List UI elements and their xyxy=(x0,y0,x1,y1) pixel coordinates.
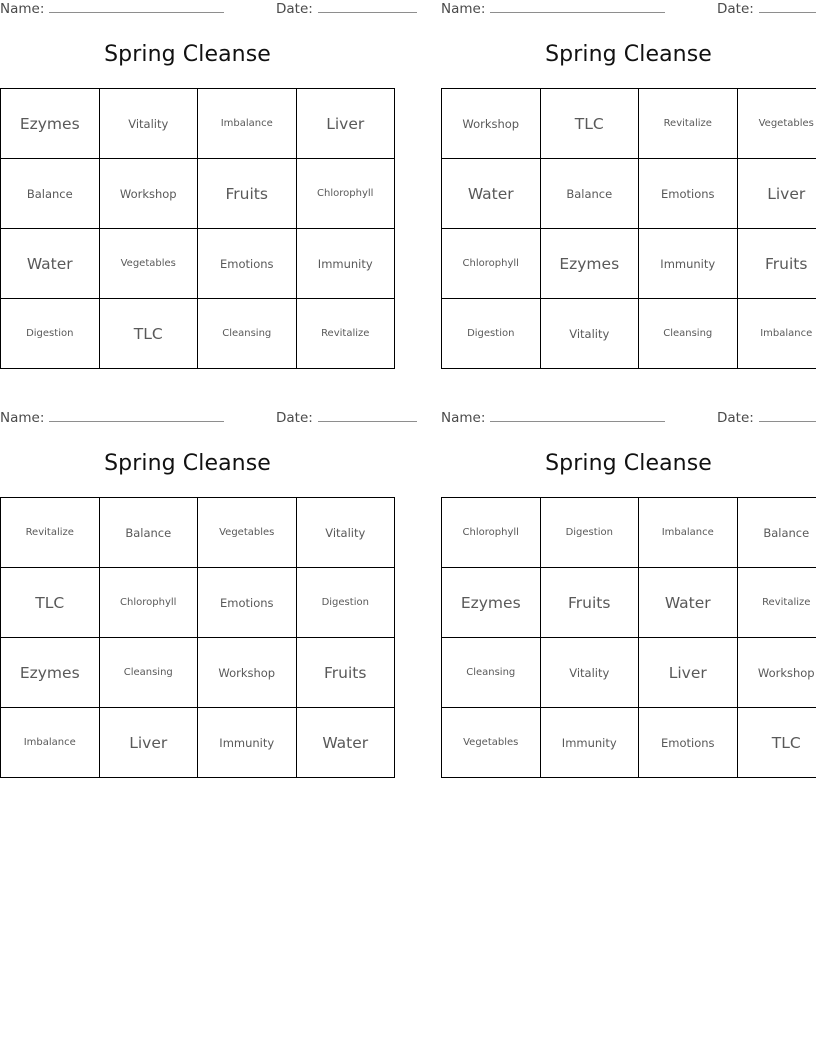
bingo-cell[interactable]: Immunity xyxy=(639,229,738,299)
bingo-cell[interactable]: Ezymes xyxy=(1,89,100,159)
bingo-cell[interactable]: Workshop xyxy=(737,638,816,708)
bingo-cell[interactable]: Ezymes xyxy=(1,638,100,708)
name-label: Name: xyxy=(441,410,486,426)
bingo-cell[interactable]: Imbalance xyxy=(198,89,297,159)
name-input-line[interactable] xyxy=(490,0,665,13)
bingo-cell[interactable]: Balance xyxy=(540,159,639,229)
bingo-cell[interactable]: Chlorophyll xyxy=(296,159,395,229)
bingo-cell[interactable]: Chlorophyll xyxy=(442,229,541,299)
bingo-cell[interactable]: Liver xyxy=(296,89,395,159)
bingo-cell[interactable]: Immunity xyxy=(296,229,395,299)
name-label: Name: xyxy=(0,1,45,17)
bingo-row xyxy=(442,708,816,778)
bingo-grid xyxy=(441,497,816,778)
date-field-group xyxy=(276,0,417,17)
bingo-cell[interactable]: Fruits xyxy=(296,638,395,708)
bingo-row xyxy=(442,299,816,369)
name-field-group xyxy=(0,0,224,17)
bingo-cell[interactable]: Water xyxy=(639,568,738,638)
bingo-cell[interactable]: Revitalize xyxy=(639,89,738,159)
bingo-grid xyxy=(0,88,395,369)
bingo-cell[interactable]: Revitalize xyxy=(1,498,100,568)
bingo-cell[interactable]: Vitality xyxy=(99,89,198,159)
bingo-cell[interactable]: Liver xyxy=(737,159,816,229)
bingo-cell[interactable]: Cleansing xyxy=(99,638,198,708)
name-date-row xyxy=(441,0,816,22)
bingo-card-2 xyxy=(441,0,816,369)
bingo-cell[interactable]: Digestion xyxy=(296,568,395,638)
bingo-cell[interactable]: TLC xyxy=(1,568,100,638)
name-field-group xyxy=(0,409,224,426)
bingo-row xyxy=(1,638,395,708)
bingo-cell[interactable]: Digestion xyxy=(540,498,639,568)
date-label: Date: xyxy=(717,1,754,17)
date-field-group xyxy=(276,409,417,426)
date-label: Date: xyxy=(276,1,313,17)
bingo-card-1 xyxy=(0,0,375,369)
name-date-row xyxy=(0,409,375,431)
date-input-line[interactable] xyxy=(759,409,816,422)
bingo-row xyxy=(1,708,395,778)
bingo-cell[interactable]: Imbalance xyxy=(639,498,738,568)
bingo-cell[interactable]: Digestion xyxy=(442,299,541,369)
date-field-group xyxy=(717,0,816,17)
bingo-cell[interactable]: Immunity xyxy=(198,708,297,778)
bingo-cell[interactable]: TLC xyxy=(540,89,639,159)
bingo-cell[interactable]: Emotions xyxy=(639,708,738,778)
bingo-cell[interactable]: Vitality xyxy=(540,638,639,708)
bingo-cell[interactable]: Balance xyxy=(99,498,198,568)
card-title: Spring Cleanse xyxy=(545,42,712,67)
bingo-row xyxy=(1,159,395,229)
bingo-grid xyxy=(0,497,395,778)
bingo-cell[interactable]: Vegetables xyxy=(198,498,297,568)
bingo-cell[interactable]: Vegetables xyxy=(737,89,816,159)
bingo-row xyxy=(442,159,816,229)
bingo-cell[interactable]: Immunity xyxy=(540,708,639,778)
bingo-card-4 xyxy=(441,409,816,778)
bingo-cell[interactable]: Balance xyxy=(737,498,816,568)
bingo-cell[interactable]: Vitality xyxy=(296,498,395,568)
bingo-cell[interactable]: Fruits xyxy=(198,159,297,229)
bingo-row xyxy=(442,229,816,299)
bingo-cell[interactable]: Digestion xyxy=(1,299,100,369)
card-title: Spring Cleanse xyxy=(104,451,271,476)
bingo-cell[interactable]: Emotions xyxy=(198,229,297,299)
bingo-row xyxy=(1,89,395,159)
bingo-cell[interactable]: TLC xyxy=(99,299,198,369)
bingo-cell[interactable]: Liver xyxy=(99,708,198,778)
name-input-line[interactable] xyxy=(49,0,224,13)
bingo-grid xyxy=(441,88,816,369)
bingo-cell[interactable]: Water xyxy=(296,708,395,778)
bingo-row xyxy=(1,568,395,638)
bingo-cell[interactable]: Ezymes xyxy=(442,568,541,638)
bingo-cell[interactable]: Ezymes xyxy=(540,229,639,299)
date-input-line[interactable] xyxy=(759,0,816,13)
bingo-cell[interactable]: Workshop xyxy=(99,159,198,229)
bingo-cell[interactable]: Cleansing xyxy=(198,299,297,369)
bingo-cell[interactable]: Revitalize xyxy=(296,299,395,369)
bingo-cell[interactable]: Chlorophyll xyxy=(442,498,541,568)
bingo-cell[interactable]: Fruits xyxy=(540,568,639,638)
date-field-group xyxy=(717,409,816,426)
bingo-row xyxy=(442,568,816,638)
name-label: Name: xyxy=(0,410,45,426)
name-field-group xyxy=(441,409,665,426)
name-date-row xyxy=(441,409,816,431)
bingo-cell[interactable]: TLC xyxy=(737,708,816,778)
bingo-cell[interactable]: Fruits xyxy=(737,229,816,299)
name-label: Name: xyxy=(441,1,486,17)
bingo-cell[interactable]: Imbalance xyxy=(737,299,816,369)
bingo-cell[interactable]: Vitality xyxy=(540,299,639,369)
bingo-cell[interactable]: Water xyxy=(442,159,541,229)
bingo-row xyxy=(1,229,395,299)
bingo-cell[interactable]: Emotions xyxy=(639,159,738,229)
bingo-row xyxy=(442,89,816,159)
bingo-cell[interactable]: Balance xyxy=(1,159,100,229)
date-label: Date: xyxy=(717,410,754,426)
bingo-row xyxy=(1,498,395,568)
bingo-cell[interactable]: Vegetables xyxy=(99,229,198,299)
bingo-cell[interactable]: Chlorophyll xyxy=(99,568,198,638)
date-label: Date: xyxy=(276,410,313,426)
bingo-cell[interactable]: Workshop xyxy=(198,638,297,708)
bingo-card-3 xyxy=(0,409,375,778)
bingo-cell[interactable]: Cleansing xyxy=(442,638,541,708)
bingo-cell[interactable]: Cleansing xyxy=(639,299,738,369)
bingo-cell[interactable]: Vegetables xyxy=(442,708,541,778)
bingo-cell[interactable]: Liver xyxy=(639,638,738,708)
bingo-cell[interactable]: Water xyxy=(1,229,100,299)
bingo-cell[interactable]: Workshop xyxy=(442,89,541,159)
name-input-line[interactable] xyxy=(490,409,665,422)
date-input-line[interactable] xyxy=(318,409,417,422)
bingo-row xyxy=(442,638,816,708)
bingo-cell[interactable]: Revitalize xyxy=(737,568,816,638)
bingo-row xyxy=(1,299,395,369)
bingo-row xyxy=(442,498,816,568)
name-field-group xyxy=(441,0,665,17)
card-title: Spring Cleanse xyxy=(545,451,712,476)
bingo-cell[interactable]: Imbalance xyxy=(1,708,100,778)
name-date-row xyxy=(0,0,375,22)
date-input-line[interactable] xyxy=(318,0,417,13)
bingo-cell[interactable]: Emotions xyxy=(198,568,297,638)
card-title: Spring Cleanse xyxy=(104,42,271,67)
name-input-line[interactable] xyxy=(49,409,224,422)
